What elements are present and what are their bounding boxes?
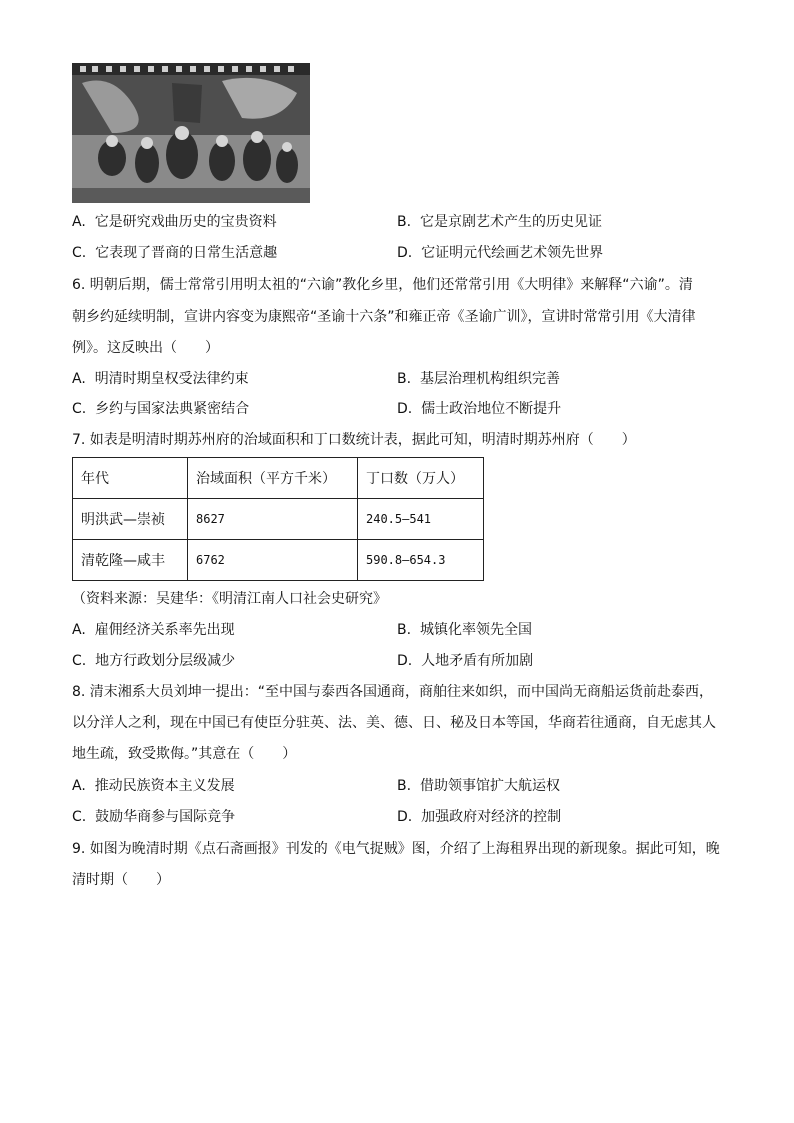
table-cell: 清乾隆—咸丰 [73,540,188,581]
q5-option-d: D. 它证明元代绘画艺术领先世界 [397,245,604,261]
table-cell: 590.8—654.3 [358,540,484,581]
q6-stem-line-3: 例》。这反映出（ ） [72,340,219,356]
table-row [73,540,484,581]
q7-option-a: A. 雇佣经济关系率先出现 [72,622,235,638]
q8-option-a: A. 推动民族资本主义发展 [72,778,235,794]
q9-stem-line-2: 清时期（ ） [72,872,170,888]
q6-option-a: A. 明清时期皇权受法律约束 [72,371,249,387]
q6-stem-line-2: 朝乡约延续明制，宣讲内容变为康熙帝“圣谕十六条”和雍正帝《圣谕广训》，宣讲时常常引用《大清律 [72,309,696,325]
q6-option-d: D. 儒士政治地位不断提升 [397,401,562,417]
table-cell: 8627 [188,499,358,540]
q5-option-b: B. 它是京剧艺术产生的历史见证 [397,214,602,230]
table-cell: 240.5—541 [358,499,484,540]
q5-option-a: A. 它是研究戏曲历史的宝贵资料 [72,214,277,230]
table-header-cell: 治域面积（平方千米） [188,458,358,499]
table-cell: 明洪武—崇祯 [73,499,188,540]
q7-option-b: B. 城镇化率领先全国 [397,622,532,638]
q5-option-c: C. 它表现了晋商的日常生活意趣 [72,245,278,261]
q6-stem-line-1: 6. 明朝后期，儒士常常引用明太祖的“六谕”教化乡里，他们还常常引用《大明律》来解释“六谕”。清 [72,277,693,293]
q8-stem-line-1: 8. 清末湘系大员刘坤一提出：“至中国与泰西各国通商，商舶往来如织，而中国尚无商船运货前赴泰西， [72,684,714,700]
table-row [73,499,484,540]
mural-image [72,63,310,203]
table-header-cell: 丁口数（万人） [358,458,484,499]
q7-option-c: C. 地方行政划分层级减少 [72,653,236,669]
table-cell: 6762 [188,540,358,581]
table-header-cell: 年代 [73,458,188,499]
q8-option-c: C. 鼓励华商参与国际竞争 [72,809,236,825]
population-table [72,457,484,581]
q7-option-d: D. 人地矛盾有所加剧 [397,653,534,669]
q8-stem-line-3: 地生疏，致受欺侮。”其意在（ ） [72,746,297,762]
q8-option-b: B. 借助领事馆扩大航运权 [397,778,560,794]
q6-option-c: C. 乡约与国家法典紧密结合 [72,401,250,417]
q9-stem-line-1: 9. 如图为晚清时期《点石斋画报》刊发的《电气捉贼》图，介绍了上海租界出现的新现象。据此可知，晚 [72,841,720,857]
q6-option-b: B. 基层治理机构组织完善 [397,371,560,387]
q8-option-d: D. 加强政府对经济的控制 [397,809,562,825]
q7-stem: 7. 如表是明清时期苏州府的治域面积和丁口数统计表，据此可知，明清时期苏州府（ ） [72,432,636,448]
table-header-row [73,458,484,499]
q7-source: （资料来源：吴建华：《明清江南人口社会史研究》 [72,591,387,607]
q8-stem-line-2: 以分洋人之利，现在中国已有使臣分驻英、法、美、德、日、秘及日本等国，华商若往通商，自无虑其人 [72,715,716,731]
